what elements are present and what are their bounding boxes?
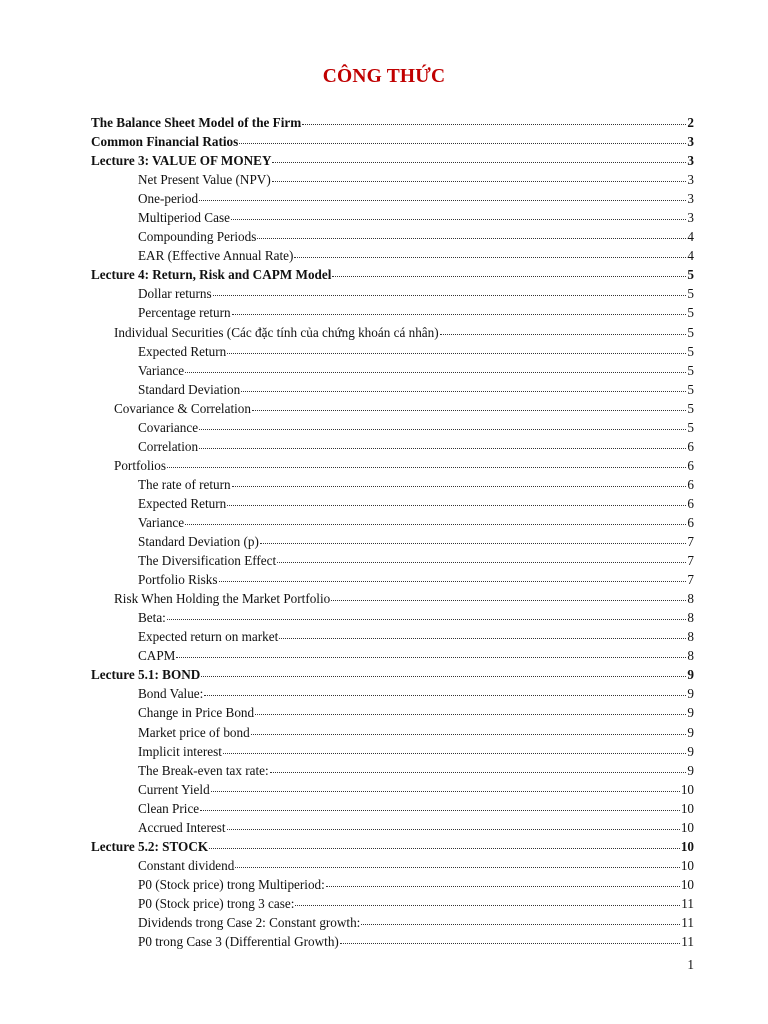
toc-entry-page-number: 9 [687, 762, 694, 778]
toc-dot-leader [251, 723, 687, 737]
toc-entry-page-number: 6 [687, 514, 694, 530]
toc-dot-leader [272, 170, 687, 184]
toc-entry-level-2[interactable] [0, 456, 768, 475]
toc-dot-leader [257, 227, 686, 241]
toc-entry-page-number: 9 [687, 743, 694, 759]
toc-entry-label: The rate of return [138, 475, 231, 494]
toc-entry-label: Lecture 5.2: STOCK [91, 837, 208, 856]
toc-entry-page-number: 5 [687, 286, 694, 302]
toc-entry-page-number: 10 [680, 800, 694, 816]
toc-entry-level-3[interactable] [0, 703, 768, 722]
toc-entry-label: P0 (Stock price) trong 3 case: [138, 894, 294, 913]
toc-entry-level-3[interactable] [0, 875, 768, 894]
toc-entry-level-3[interactable] [0, 818, 768, 837]
toc-entry-page-number: 9 [687, 667, 694, 683]
toc-entry-level-3[interactable] [0, 913, 768, 932]
toc-entry-label: Expected Return [138, 494, 226, 513]
toc-entry-level-1[interactable] [0, 151, 768, 170]
toc-entry-label: Market price of bond [138, 723, 250, 742]
toc-entry-label: Implicit interest [138, 742, 222, 761]
toc-entry-label: Covariance & Correlation [114, 399, 251, 418]
toc-entry-page-number: 9 [687, 686, 694, 702]
toc-entry-level-3[interactable] [0, 932, 768, 951]
toc-entry-page-number: 6 [687, 438, 694, 454]
toc-entry-level-3[interactable] [0, 342, 768, 361]
toc-entry-label: Expected Return [138, 342, 226, 361]
toc-entry-label: CAPM [138, 646, 175, 665]
toc-entry-page-number: 5 [687, 267, 694, 283]
toc-entry-page-number: 8 [687, 648, 694, 664]
toc-dot-leader [331, 589, 686, 603]
toc-entry-level-3[interactable] [0, 608, 768, 627]
toc-entry-level-3[interactable] [0, 627, 768, 646]
toc-entry-level-3[interactable] [0, 799, 768, 818]
toc-entry-page-number: 7 [687, 572, 694, 588]
toc-entry-label: Bond Value: [138, 684, 203, 703]
toc-entry-label: P0 (Stock price) trong Multiperiod: [138, 875, 325, 894]
toc-dot-leader [199, 437, 686, 451]
toc-dot-leader [272, 151, 686, 165]
toc-dot-leader [260, 532, 687, 546]
toc-entry-page-number: 8 [687, 629, 694, 645]
toc-entry-label: Compounding Periods [138, 227, 256, 246]
toc-dot-leader [332, 265, 686, 279]
toc-entry-page-number: 5 [687, 343, 694, 359]
toc-dot-leader [235, 856, 679, 870]
toc-entry-level-3[interactable] [0, 475, 768, 494]
toc-dot-leader [326, 875, 680, 889]
toc-entry-page-number: 6 [687, 476, 694, 492]
toc-dot-leader [302, 113, 686, 127]
toc-entry-level-3[interactable] [0, 742, 768, 761]
toc-entry-label: EAR (Effective Annual Rate) [138, 246, 293, 265]
toc-entry-page-number: 10 [680, 876, 694, 892]
toc-entry-label: Change in Price Bond [138, 703, 254, 722]
page-number: 1 [687, 957, 694, 972]
toc-entry-page-number: 8 [687, 591, 694, 607]
toc-entry-label: Covariance [138, 418, 198, 437]
toc-dot-leader [440, 323, 687, 337]
toc-entry-label: Current Yield [138, 780, 210, 799]
toc-entry-level-2[interactable] [0, 323, 768, 342]
toc-entry-page-number: 11 [681, 914, 694, 930]
toc-entry-level-3[interactable] [0, 246, 768, 265]
toc-entry-label: Variance [138, 361, 184, 380]
toc-dot-leader [279, 627, 686, 641]
toc-entry-level-3[interactable] [0, 532, 768, 551]
toc-dot-leader [167, 456, 686, 470]
toc-entry-level-3[interactable] [0, 551, 768, 570]
toc-entry-page-number: 10 [680, 819, 694, 835]
toc-entry-label: Expected return on market [138, 627, 278, 646]
toc-entry-label: Risk When Holding the Market Portfolio [114, 589, 330, 608]
toc-entry-level-1[interactable] [0, 837, 768, 856]
toc-entry-level-3[interactable] [0, 780, 768, 799]
toc-entry-level-3[interactable] [0, 513, 768, 532]
toc-entry-page-number: 10 [680, 857, 694, 873]
toc-dot-leader [223, 742, 687, 756]
toc-entry-label: Multiperiod Case [138, 208, 230, 227]
toc-entry-level-3[interactable] [0, 856, 768, 875]
toc-entry-level-3[interactable] [0, 189, 768, 208]
toc-entry-label: Variance [138, 513, 184, 532]
toc-entry-level-3[interactable] [0, 208, 768, 227]
toc-dot-leader [270, 761, 687, 775]
toc-entry-page-number: 6 [687, 457, 694, 473]
toc-entry-page-number: 10 [680, 781, 694, 797]
toc-entry-level-3[interactable] [0, 437, 768, 456]
toc-entry-page-number: 5 [687, 305, 694, 321]
toc-entry-label: Portfolio Risks [138, 570, 218, 589]
toc-entry-label: Portfolios [114, 456, 166, 475]
toc-entry-label: Lecture 4: Return, Risk and CAPM Model [91, 265, 331, 284]
toc-entry-label: The Break-even tax rate: [138, 761, 269, 780]
toc-entry-level-3[interactable] [0, 761, 768, 780]
toc-dot-leader [185, 513, 686, 527]
toc-entry-page-number: 8 [687, 610, 694, 626]
toc-entry-level-3[interactable] [0, 380, 768, 399]
toc-dot-leader [201, 665, 686, 679]
toc-dot-leader [227, 342, 686, 356]
toc-entry-label: Lecture 3: VALUE OF MONEY [91, 151, 271, 170]
toc-entry-label: The Balance Sheet Model of the Firm [91, 113, 301, 132]
toc-dot-leader [232, 475, 687, 489]
toc-entry-page-number: 9 [687, 705, 694, 721]
toc-entry-label: Net Present Value (NPV) [138, 170, 271, 189]
toc-entry-level-1[interactable] [0, 265, 768, 284]
toc-entry-page-number: 3 [687, 153, 694, 169]
toc-entry-label: The Diversification Effect [138, 551, 276, 570]
toc-entry-page-number: 6 [687, 495, 694, 511]
toc-entry-level-3[interactable] [0, 227, 768, 246]
toc-entry-level-1[interactable] [0, 665, 768, 684]
toc-entry-label: Constant dividend [138, 856, 234, 875]
toc-entry-page-number: 4 [687, 229, 694, 245]
toc-dot-leader [199, 189, 686, 203]
toc-dot-leader [294, 246, 686, 260]
toc-entry-label: Beta: [138, 608, 166, 627]
toc-dot-leader [227, 494, 686, 508]
toc-entry-page-number: 5 [687, 419, 694, 435]
toc-dot-leader [361, 913, 680, 927]
toc-entry-level-3[interactable] [0, 284, 768, 303]
toc-dot-leader [255, 703, 686, 717]
toc-entry-level-3[interactable] [0, 170, 768, 189]
toc-entry-page-number: 5 [687, 400, 694, 416]
toc-dot-leader [167, 608, 687, 622]
toc-dot-leader [211, 780, 680, 794]
toc-entry-level-3[interactable] [0, 723, 768, 742]
toc-entry-label: Dividends trong Case 2: Constant growth: [138, 913, 360, 932]
toc-entry-level-2[interactable] [0, 589, 768, 608]
toc-entry-label: Percentage return [138, 303, 231, 322]
toc-entry-page-number: 10 [680, 838, 694, 854]
toc-dot-leader [340, 932, 680, 946]
toc-entry-page-number: 3 [687, 172, 694, 188]
toc-entry-page-number: 5 [687, 324, 694, 340]
toc-entry-label: Common Financial Ratios [91, 132, 238, 151]
toc-entry-page-number: 5 [687, 381, 694, 397]
toc-dot-leader [241, 380, 686, 394]
toc-dot-leader [176, 646, 686, 660]
toc-entry-level-1[interactable] [0, 132, 768, 151]
toc-entry-level-3[interactable] [0, 418, 768, 437]
toc-dot-leader [277, 551, 686, 565]
toc-dot-leader [204, 684, 686, 698]
toc-entry-level-3[interactable] [0, 684, 768, 703]
toc-entry-level-3[interactable] [0, 570, 768, 589]
toc-dot-leader [209, 837, 680, 851]
toc-dot-leader [239, 132, 686, 146]
toc-entry-page-number: 7 [687, 534, 694, 550]
toc-entry-page-number: 9 [687, 724, 694, 740]
toc-entry-page-number: 7 [687, 553, 694, 569]
toc-entry-label: One-period [138, 189, 198, 208]
toc-dot-leader [219, 570, 687, 584]
toc-entry-label: P0 trong Case 3 (Differential Growth) [138, 932, 339, 951]
toc-entry-level-3[interactable] [0, 303, 768, 322]
toc-entry-label: Lecture 5.1: BOND [91, 665, 200, 684]
toc-entry-page-number: 5 [687, 362, 694, 378]
toc-dot-leader [200, 799, 680, 813]
toc-entry-label: Standard Deviation [138, 380, 240, 399]
toc-entry-level-3[interactable] [0, 494, 768, 513]
toc-entry-page-number: 11 [681, 895, 694, 911]
toc-entry-page-number: 3 [687, 134, 694, 150]
toc-dot-leader [252, 399, 686, 413]
toc-entry-label: Standard Deviation (p) [138, 532, 259, 551]
toc-entry-page-number: 11 [681, 934, 694, 950]
toc-entry-page-number: 3 [687, 210, 694, 226]
toc-entry-label: Individual Securities (Các đặc tính của chứng khoán cá nhân) [114, 323, 439, 342]
toc-dot-leader [232, 303, 687, 317]
toc-entry-level-2[interactable] [0, 399, 768, 418]
toc-entry-level-3[interactable] [0, 361, 768, 380]
toc-dot-leader [185, 361, 686, 375]
toc-entry-level-3[interactable] [0, 894, 768, 913]
toc-entry-label: Dollar returns [138, 284, 212, 303]
toc-entry-page-number: 3 [687, 191, 694, 207]
toc-entry-label: Accrued Interest [138, 818, 226, 837]
toc-dot-leader [231, 208, 686, 222]
toc-entry-level-3[interactable] [0, 646, 768, 665]
toc-entry-page-number: 2 [687, 115, 694, 130]
table-of-contents [0, 113, 768, 951]
toc-dot-leader [227, 818, 680, 832]
toc-dot-leader [199, 418, 686, 432]
toc-entry-level-1[interactable] [0, 113, 768, 132]
toc-dot-leader [213, 284, 687, 298]
toc-entry-label: Clean Price [138, 799, 199, 818]
toc-dot-leader [295, 894, 680, 908]
toc-entry-page-number: 4 [687, 248, 694, 264]
toc-entry-label: Correlation [138, 437, 198, 456]
document-title: CÔNG THỨC [322, 66, 446, 87]
